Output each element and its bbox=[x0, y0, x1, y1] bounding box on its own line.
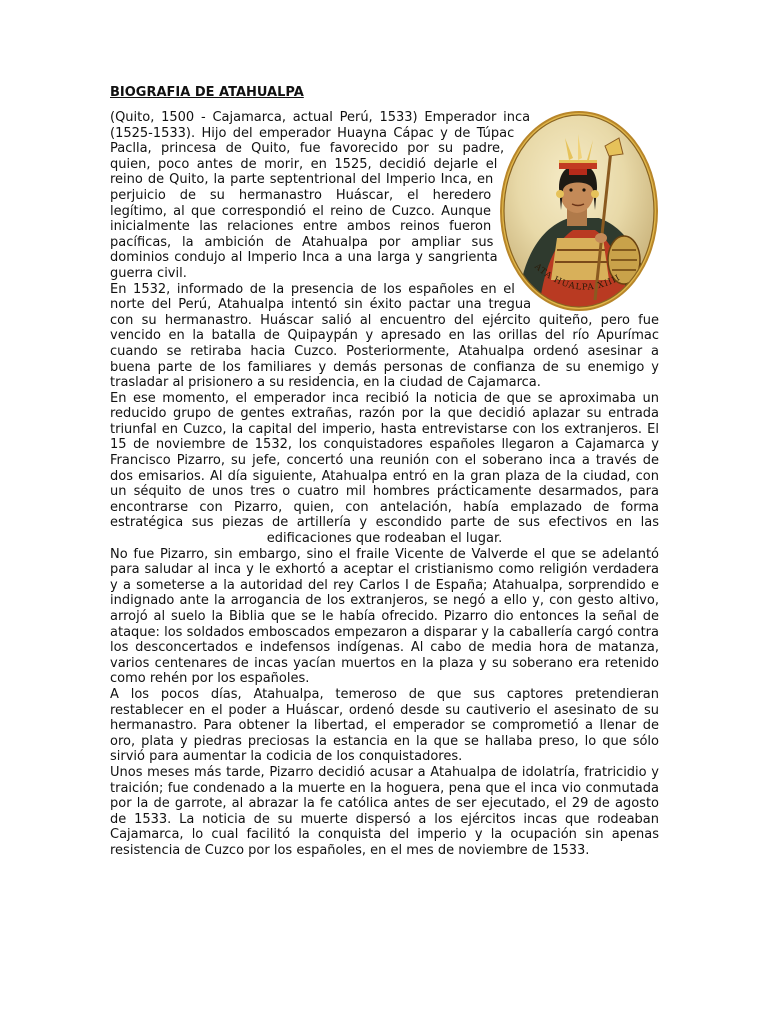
paragraph-6: Unos meses más tarde, Pizarro decidió acusar a Atahualpa de idolatría, fratricidio y traición; fue condenado a la muerte en la hoguera, pena que el inca vio conmutada por la de garrote, al abrazar la fe católica antes de ser ejecutado, el 29 de agosto de 1533. La noticia de su muerte dispersó a los ejércitos incas que rodeaban Cajamarca, lo cual facilitó la conquista del imperio y la ocupación sin apenas resistencia de Cuzco por los españoles, en el mes de noviembre de 1533. bbox=[110, 764, 659, 858]
portrait-caption: ATA HUALPA XIIII bbox=[532, 261, 623, 293]
paragraph-1: (Quito, 1500 - Cajamarca, actual Perú, 1533) Emperador inca (1525-1533). Hijo del emperador Huayna Cápac y de Túpac Paclla, princesa de Quito, fue favorecido por su padre, quien, poco antes de morir, en 1525, decidió dejarle el reino de Quito, la parte septentrional del Imperio Inca, en perjuicio de su hermanastro Huáscar, el heredero legítimo, al que correspondió el reino de Cuzco. Aunque inicialmente las relaciones entre ambos reinos fueron pacíficas, la ambición de Atahualpa por ampliar sus dominios condujo al Imperio Inca a una larga y sangrienta guerra civil. bbox=[110, 110, 531, 281]
document-page bbox=[110, 84, 659, 859]
paragraph-3: En ese momento, el emperador inca recibió la noticia de que se aproximaba un reducido grupo de gentes extrañas, razón por la que decidió aplazar su entrada triunfal en Cuzco, la capital del imperio, hasta entrevistarse con los extranjeros. El 15 de noviembre de 1532, los conquistadores españoles llegaron a Cajamarca y Francisco Pizarro, su jefe, concertó una reunión con el soberano inca a través de dos emisarios. Al día siguiente, Atahualpa entró en la gran plaza de la ciudad, con un séquito de unos tres o cuatro mil hombres prácticamente desarmados, para encontrarse con Pizarro, quien, con antelación, había emplazado de forma estratégica sus piezas de artillería y escondido parte de sus efectivos en las edificaciones que rodeaban el lugar. bbox=[110, 390, 659, 547]
paragraph-5: A los pocos días, Atahualpa, temeroso de que sus captores pretendieran restablecer en el poder a Huáscar, ordenó desde su cautiverio el asesinato de su hermanastro. Para obtener la libertad, el emperador se comprometió a llenar de oro, plata y piedras preciosas la estancia en la que se hallaba preso, lo que sólo sirvió para aumentar la codicia de los conquistadores. bbox=[110, 686, 659, 765]
atahualpa-portrait bbox=[499, 110, 659, 312]
document-title: BIOGRAFIA DE ATAHUALPA bbox=[110, 85, 304, 100]
paragraph-4: No fue Pizarro, sin embargo, sino el fraile Vicente de Valverde el que se adelantó para saludar al inca y le exhortó a aceptar el cristianismo como religión verdadera y a someterse a la autoridad del rey Carlos I de España; Atahualpa, sorprendido e indignado ante la arrogancia de los extranjeros, se negó a ello y, con gesto altivo, arrojó al suelo la Biblia que se le había ofrecido. Pizarro dio entonces la señal de ataque: los soldados emboscados empezaron a disparar y la caballería cargó contra los desconcertados e indefensos indígenas. Al cabo de media hora de matanza, varios centenares de incas yacían muertos en la plaza y su soberano era retenido como rehén por los españoles. bbox=[110, 546, 659, 687]
paragraph-2: En 1532, informado de la presencia de los españoles en el norte del Perú, Atahualpa intentó sin éxito pactar una tregua con su hermanastro. Huáscar salió al encuentro del ejército quiteño, pero fue vencido en la batalla de Quipaypán y apresado en las orillas del río Apurímac cuando se retiraba hacia Cuzco. Posteriormente, Atahualpa ordenó asesinar a buena parte de los familiares y demás personas de confianza de su enemigo y trasladar al prisionero a su residencia, en la ciudad de Cajamarca. bbox=[110, 281, 659, 391]
